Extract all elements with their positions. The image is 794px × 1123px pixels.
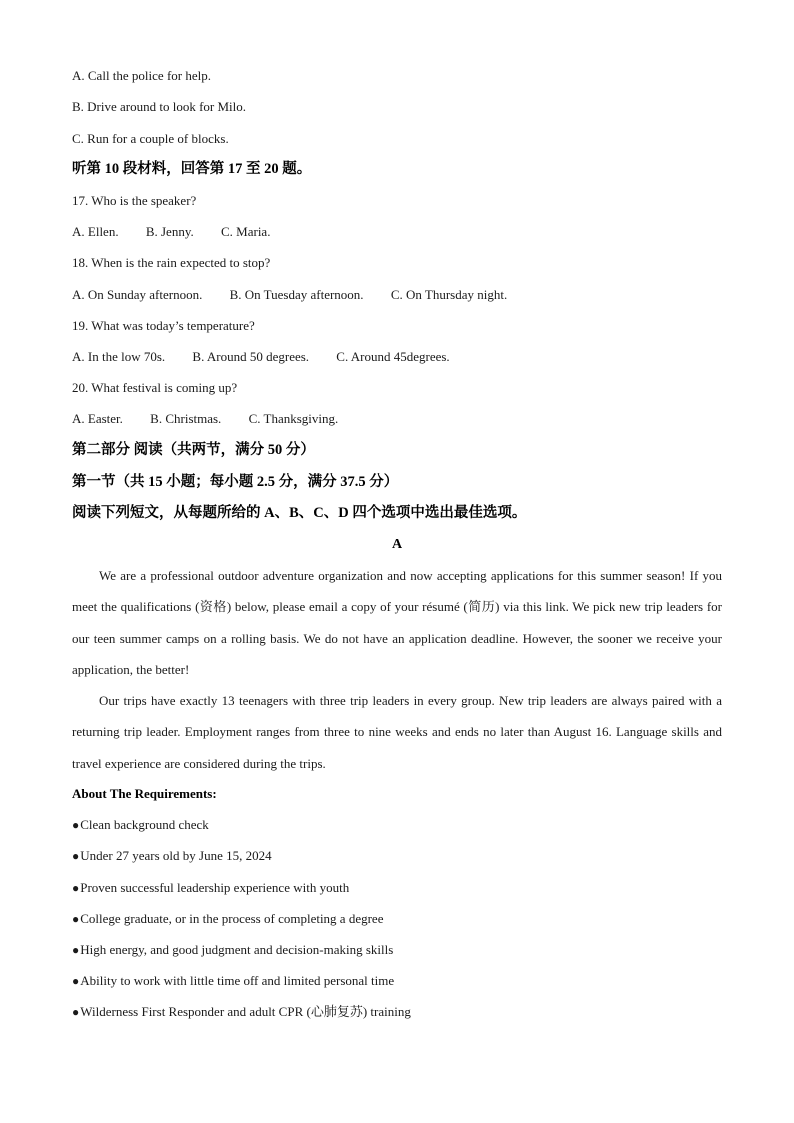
requirement-text: Clean background check [80,817,209,832]
q17-option-c: C. Maria. [220,224,271,239]
requirement-text: Proven successful leadership experience with youth [80,880,350,895]
bullet-icon: ● [72,881,80,895]
question-17-options [72,224,270,240]
q18-option-a: A. On Sunday afternoon. [72,287,203,302]
q19-option-c: C. Around 45degrees. [336,349,450,364]
requirement-item [72,911,383,927]
passage-paragraph-1: We are a professional outdoor adventure organization and now accepting applications for this summer season! If you meet the qualifications (资格) below, please email a copy of your résumé (简历) via this link. We pick new trip leaders for our teen summer camps on a rolling basis. We do not have an application deadline. However, the sooner we receive your application, the better! [72,568,722,677]
question-19-options [72,349,450,365]
q19-option-a: A. In the low 70s. [72,349,166,364]
question-20: 20. What festival is coming up? [72,380,238,395]
q20-option-c: C. Thanksgiving. [248,411,339,426]
q18-option-c: C. On Thursday night. [390,287,508,302]
bullet-icon: ● [72,912,80,926]
question-17: 17. Who is the speaker? [72,193,197,208]
requirement-text: High energy, and good judgment and decision-making skills [80,942,394,957]
q20-option-b: B. Christmas. [150,411,222,426]
section-1-heading: 第一节（共 15 小题；每小题 2.5 分，满分 37.5 分） [72,474,399,490]
requirement-item [72,817,209,833]
requirement-text: Wilderness First Responder and adult CPR (心肺复苏) training [80,1004,411,1019]
q18-option-b: B. On Tuesday afternoon. [229,287,364,302]
question-18-options [72,287,507,303]
bullet-icon: ● [72,849,80,863]
bullet-icon: ● [72,943,80,957]
q17-option-a: A. Ellen. [72,224,119,239]
bullet-icon: ● [72,1005,80,1019]
requirement-item [72,848,272,864]
passage-paragraph-2: Our trips have exactly 13 teenagers with three trip leaders in every group. New trip leaders are always paired with a returning trip leader. Employment ranges from three to nine weeks and ends no later than August 16. Language skills and travel experience are considered during the trips. [72,693,722,771]
question-20-options [72,411,338,427]
part-2-heading: 第二部分 阅读（共两节，满分 50 分） [72,442,315,458]
requirement-item [72,942,393,958]
requirement-text: Ability to work with little time off and limited personal time [80,973,395,988]
requirement-text: Under 27 years old by June 15, 2024 [80,848,272,863]
reading-instruction: 阅读下列短文，从每题所给的 A、B、C、D 四个选项中选出最佳选项。 [72,505,527,521]
q17-option-b: B. Jenny. [145,224,194,239]
q16-option-a: A. Call the police for help. [72,68,211,83]
bullet-icon: ● [72,974,80,988]
requirement-text: College graduate, or in the process of completing a degree [80,911,384,926]
passage-label: A [391,537,403,552]
question-18: 18. When is the rain expected to stop? [72,255,271,270]
q19-option-b: B. Around 50 degrees. [192,349,310,364]
question-19: 19. What was today’s temperature? [72,318,255,333]
bullet-icon: ● [72,818,80,832]
requirement-item [72,880,349,896]
requirement-item [72,1004,411,1020]
q16-option-b: B. Drive around to look for Milo. [72,99,247,114]
requirements-heading: About The Requirements: [72,786,217,801]
q16-option-c: C. Run for a couple of blocks. [72,131,229,146]
section-10-heading: 听第 10 段材料，回答第 17 至 20 题。 [72,161,312,177]
requirement-item [72,973,394,989]
q20-option-a: A. Easter. [72,411,123,426]
